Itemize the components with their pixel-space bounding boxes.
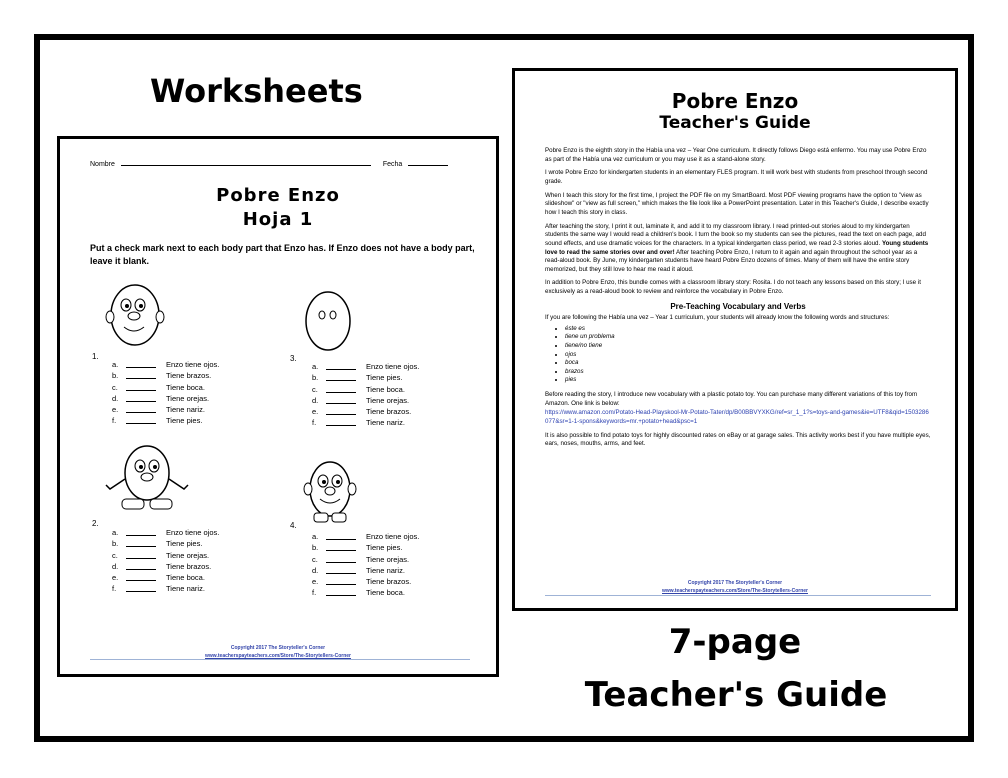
question-2-items bbox=[112, 527, 219, 595]
list-item: e. Tiene brazos. bbox=[312, 577, 412, 587]
list-item: • boca bbox=[565, 359, 931, 368]
nombre-blank bbox=[121, 165, 371, 166]
check-blank[interactable] bbox=[126, 561, 156, 570]
list-item: b. Tiene pies. bbox=[112, 539, 203, 549]
list-item: b. Tiene brazos. bbox=[112, 371, 212, 381]
worksheet-title: Pobre Enzo bbox=[216, 185, 340, 206]
guide-body bbox=[545, 147, 931, 454]
question-number: 4. bbox=[290, 521, 297, 530]
potato-face-icon bbox=[100, 279, 170, 349]
worksheet-instructions: Put a check mark next to each body part that Enzo has. If Enzo does not have a body part, leave it blank. bbox=[90, 243, 475, 266]
worksheets-label: Worksheets bbox=[150, 72, 363, 110]
check-blank[interactable] bbox=[126, 583, 156, 592]
guide-paragraph: Before reading the story, I introduce new vocabulary with a plastic potato toy. You can purchase many different variations of this toy from Amazon. One link is below: bbox=[545, 391, 918, 407]
guide-paragraph: I wrote Pobre Enzo for kindergarten students in an elementary FLES program. It will work best with students from preschool through second grade. bbox=[545, 169, 928, 185]
guide-paragraph: When I teach this story for the first time, I project the PDF file on my SmartBoard. Most PDF viewing programs have the option to "view as slideshow" or "view as full screen," which makes the file look like a PowerPoint presentation. Later in this Teacher's Guide, I describe exactly how I teach this story in class. bbox=[545, 191, 929, 216]
list-item: f. Tiene boca. bbox=[312, 588, 405, 598]
list-item: d. Tiene orejas. bbox=[112, 393, 210, 403]
check-blank[interactable] bbox=[326, 372, 356, 381]
question-1-items bbox=[112, 359, 219, 427]
teachers-guide-page bbox=[512, 68, 958, 611]
guide-paragraph: After teaching the story, I print it out, laminate it, and add it to my classroom library. I read printed-out stories aloud to my kindergarten students the same way I would read a children's book. I turn the book so my students can see the pictures, read the text on each page, add sound effects, and use dramatic voices for the characters. In a typical kindergarten class period, we read 2-3 stories aloud. Young students love to read the same stories over and over! After teaching Pobre Enzo, I return to it again and again throughout the school year as a read-aloud book. By June, my kindergarten students have heard Pobre Enzo dozens of times. Many of them will have the entire story memorized, but they still love to hear me read it aloud. bbox=[545, 222, 929, 273]
worksheet-page bbox=[57, 136, 499, 677]
check-blank[interactable] bbox=[326, 554, 356, 563]
list-item: c. Tiene boca. bbox=[312, 384, 405, 394]
list-item: f. Tiene nariz. bbox=[112, 584, 205, 594]
list-item: d. Tiene brazos. bbox=[112, 561, 212, 571]
check-blank[interactable] bbox=[126, 370, 156, 379]
list-item: • ojos bbox=[565, 351, 931, 360]
check-blank[interactable] bbox=[126, 393, 156, 402]
name-date-line bbox=[90, 161, 448, 168]
list-item: f. Tiene pies. bbox=[112, 416, 203, 426]
list-item: a. Enzo tiene ojos. bbox=[112, 528, 220, 537]
guide-subtitle: Teacher's Guide bbox=[659, 113, 811, 133]
list-item: c. Tiene boca. bbox=[112, 382, 205, 392]
nombre-label: Nombre bbox=[90, 161, 115, 168]
guide-paragraph: Pobre Enzo is the eighth story in the Había una vez – Year One curriculum. It directly follows Diego está enfermo. You may use Pobre Enzo as part of the Había una vez curriculum or you may use it as a stand-alone story. bbox=[545, 147, 927, 163]
check-blank[interactable] bbox=[126, 538, 156, 547]
potato-plain-icon bbox=[300, 287, 356, 353]
vocab-list bbox=[545, 325, 931, 385]
list-item: • tiene/no tiene bbox=[565, 342, 931, 351]
guide-paragraph: It is also possible to find potato toys for highly discounted rates on eBay or at garage sales. This activity works best if you have multiple eyes, ears, noses, mouths, arms, and feet. bbox=[545, 431, 931, 448]
list-item: e. Tiene brazos. bbox=[312, 407, 412, 417]
guide-pages-label: 7-page bbox=[668, 622, 802, 662]
list-item: f. Tiene nariz. bbox=[312, 418, 405, 428]
footer-divider bbox=[90, 659, 470, 660]
list-item: c. Tiene orejas. bbox=[112, 550, 210, 560]
amazon-link[interactable]: https://www.amazon.com/Potato-Head-Playskool-Mr-Potato-Tater/dp/B00BBVYXKG/ref=sr_1_1?s=toys-and-games&ie=UTF8&qid=1503286077&sr=1-1-spons&keywords=mr.+potato+head&psc=1 bbox=[545, 409, 929, 425]
check-blank[interactable] bbox=[326, 576, 356, 585]
list-item: d. Tiene orejas. bbox=[312, 395, 410, 405]
guide-name-label: Teacher's Guide bbox=[584, 675, 888, 715]
guide-footer-link[interactable]: www.teacherspayteachers.com/Store/The-Storytellers-Corner bbox=[662, 588, 808, 594]
list-item: • éste es bbox=[565, 325, 931, 334]
check-blank[interactable] bbox=[326, 565, 356, 574]
check-blank[interactable] bbox=[126, 572, 156, 581]
fecha-label: Fecha bbox=[382, 161, 403, 168]
check-blank[interactable] bbox=[126, 359, 156, 368]
check-blank[interactable] bbox=[326, 587, 356, 596]
list-item: b. Tiene pies. bbox=[312, 373, 403, 383]
list-item: a. Enzo tiene ojos. bbox=[112, 360, 220, 369]
section-heading: Pre-Teaching Vocabulary and Verbs bbox=[670, 301, 806, 311]
question-number: 3. bbox=[290, 354, 297, 363]
list-item: • tiene un problema bbox=[565, 333, 931, 342]
check-blank[interactable] bbox=[126, 382, 156, 391]
check-blank[interactable] bbox=[326, 531, 356, 540]
list-item: a. Enzo tiene ojos. bbox=[312, 362, 420, 371]
check-blank[interactable] bbox=[126, 550, 156, 559]
potato-full-icon bbox=[300, 457, 360, 525]
list-item: d. Tiene nariz. bbox=[312, 565, 405, 575]
question-4-items bbox=[312, 531, 419, 599]
question-number: 1. bbox=[92, 352, 99, 361]
worksheet-footer-link[interactable]: www.teacherspayteachers.com/Store/The-Storytellers-Corner bbox=[205, 653, 351, 659]
guide-title: Pobre Enzo bbox=[671, 89, 799, 113]
list-item: e. Tiene nariz. bbox=[112, 405, 205, 415]
list-item: e. Tiene boca. bbox=[112, 573, 205, 583]
check-blank[interactable] bbox=[326, 417, 356, 426]
guide-copyright: Copyright 2017 The Storyteller's Corner bbox=[687, 580, 783, 586]
potato-arms-feet-icon bbox=[100, 439, 195, 517]
check-blank[interactable] bbox=[126, 527, 156, 536]
footer-divider bbox=[545, 595, 931, 596]
check-blank[interactable] bbox=[326, 361, 356, 370]
worksheet-copyright: Copyright 2017 The Storyteller's Corner bbox=[230, 645, 326, 651]
check-blank[interactable] bbox=[326, 542, 356, 551]
check-blank[interactable] bbox=[326, 395, 356, 404]
check-blank[interactable] bbox=[326, 406, 356, 415]
check-blank[interactable] bbox=[326, 384, 356, 393]
list-item: • brazos bbox=[565, 368, 931, 377]
guide-paragraph: If you are following the Había una vez – Year 1 curriculum, your students will already know the following words and structures: bbox=[545, 314, 890, 322]
list-item: c. Tiene orejas. bbox=[312, 554, 410, 564]
list-item: b. Tiene pies. bbox=[312, 543, 403, 553]
list-item: a. Enzo tiene ojos. bbox=[312, 532, 420, 541]
question-number: 2. bbox=[92, 519, 99, 528]
check-blank[interactable] bbox=[126, 415, 156, 424]
guide-paragraph: In addition to Pobre Enzo, this bundle comes with a classroom library story: Rosita. I do not teach any lessons based on this story; I use it exclusively as a read-aloud book to review and reinforce the vocabulary in Pobre Enzo. bbox=[545, 279, 921, 296]
fecha-blank bbox=[408, 165, 448, 166]
question-3-items bbox=[312, 361, 419, 429]
worksheet-subtitle: Hoja 1 bbox=[242, 209, 314, 230]
list-item: • pies bbox=[565, 376, 931, 385]
check-blank[interactable] bbox=[126, 404, 156, 413]
